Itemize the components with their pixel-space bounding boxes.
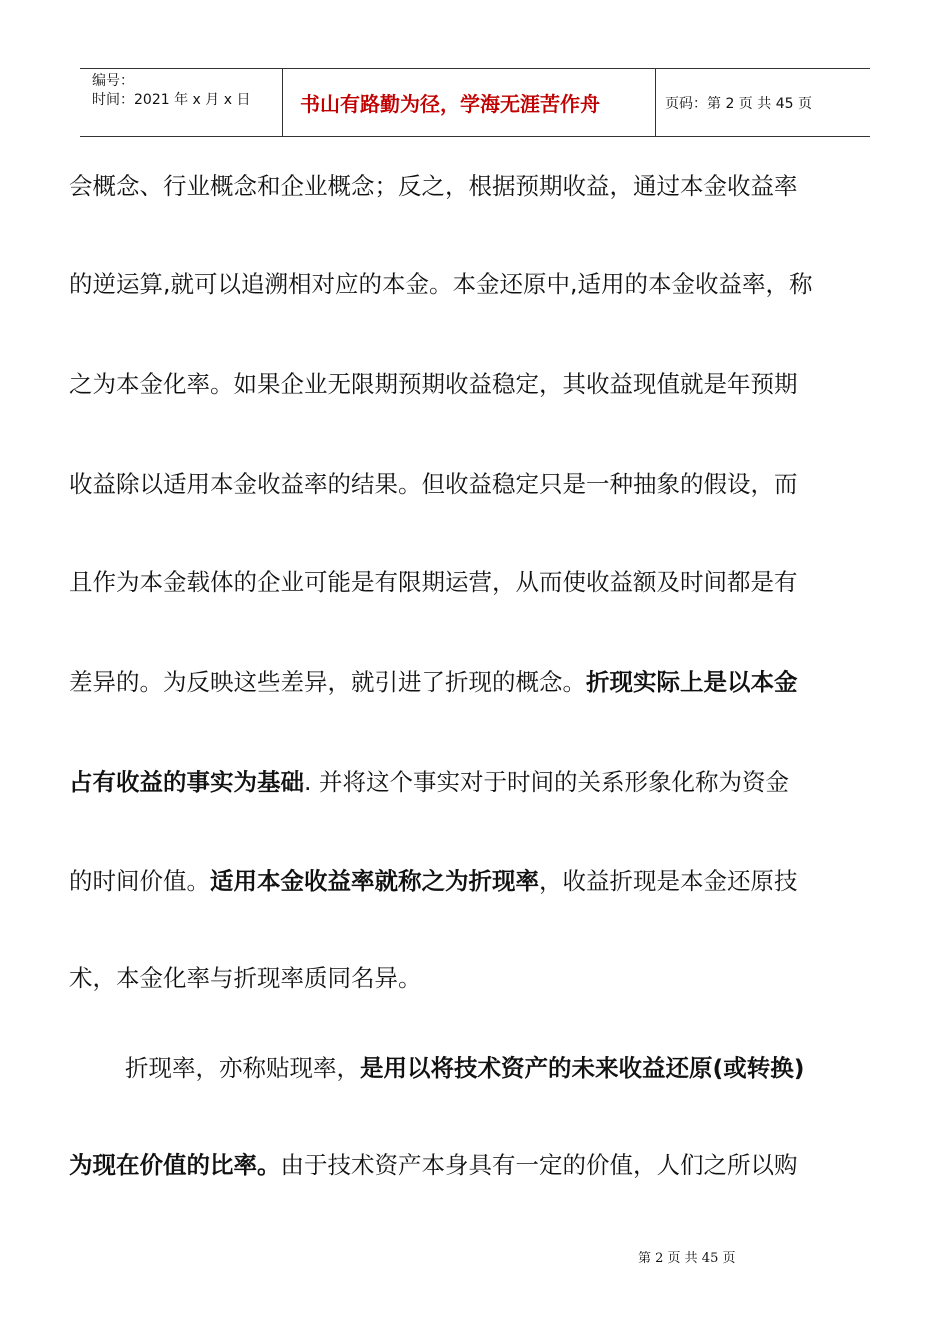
text-line bbox=[69, 962, 422, 994]
text-segment: . 并将这个事实对于时间的关系形象化称为资金 bbox=[304, 768, 789, 796]
text-line bbox=[69, 566, 798, 598]
bold-text-segment: 折现实际上是以本金 bbox=[586, 668, 798, 696]
header-bottom-border bbox=[80, 136, 870, 137]
header-top-border bbox=[80, 68, 870, 69]
header-serial-label: 编号： bbox=[92, 73, 134, 89]
header-page-info: 页码：第 2 页 共 45 页 bbox=[665, 96, 812, 112]
header-date: 时间：2021 年 x 月 x 日 bbox=[92, 92, 251, 108]
text-line bbox=[69, 1149, 798, 1181]
text-segment: 术，本金化率与折现率质同名异。 bbox=[69, 964, 422, 992]
text-segment: 会概念、行业概念和企业概念；反之，根据预期收益，通过本金收益率 bbox=[69, 172, 798, 200]
text-line bbox=[69, 766, 789, 798]
text-line bbox=[69, 268, 812, 300]
bold-text-segment: 适用本金收益率就称之为折现率 bbox=[210, 867, 539, 895]
text-segment: ，收益折现是本金还原技 bbox=[539, 867, 798, 895]
text-line bbox=[125, 1052, 804, 1084]
text-segment: 收益除以适用本金收益率的结果。但收益稳定只是一种抽象的假设，而 bbox=[69, 470, 798, 498]
text-line bbox=[69, 468, 798, 500]
text-segment: 差异的。为反映这些差异，就引进了折现的概念。 bbox=[69, 668, 586, 696]
text-line bbox=[69, 368, 798, 400]
header-divider-right bbox=[655, 68, 656, 136]
text-line bbox=[69, 170, 798, 202]
text-segment: 折现率，亦称贴现率， bbox=[125, 1054, 360, 1082]
text-segment: 由于技术资产本身具有一定的价值，人们之所以购 bbox=[280, 1151, 798, 1179]
text-segment: 之为本金化率。如果企业无限期预期收益稳定，其收益现值就是年预期 bbox=[69, 370, 798, 398]
bold-text-segment: 为现在价值的比率。 bbox=[69, 1151, 281, 1179]
text-segment: 的逆运算,就可以追溯相对应的本金。本金还原中,适用的本金收益率，称 bbox=[69, 270, 813, 298]
text-segment: 且作为本金载体的企业可能是有限期运营，从而使收益额及时间都是有 bbox=[69, 568, 798, 596]
text-line bbox=[69, 666, 798, 698]
bold-text-segment: 是用以将技术资产的未来收益还原(或转换) bbox=[360, 1054, 805, 1082]
text-line bbox=[69, 865, 798, 897]
bold-text-segment: 占有收益的事实为基础 bbox=[69, 768, 304, 796]
header-motto: 书山有路勤为径，学海无涯苦作舟 bbox=[300, 92, 600, 116]
header-divider-left bbox=[282, 68, 283, 136]
text-segment: 的时间价值。 bbox=[69, 867, 210, 895]
page-footer: 第 2 页 共 45 页 bbox=[638, 1251, 736, 1266]
